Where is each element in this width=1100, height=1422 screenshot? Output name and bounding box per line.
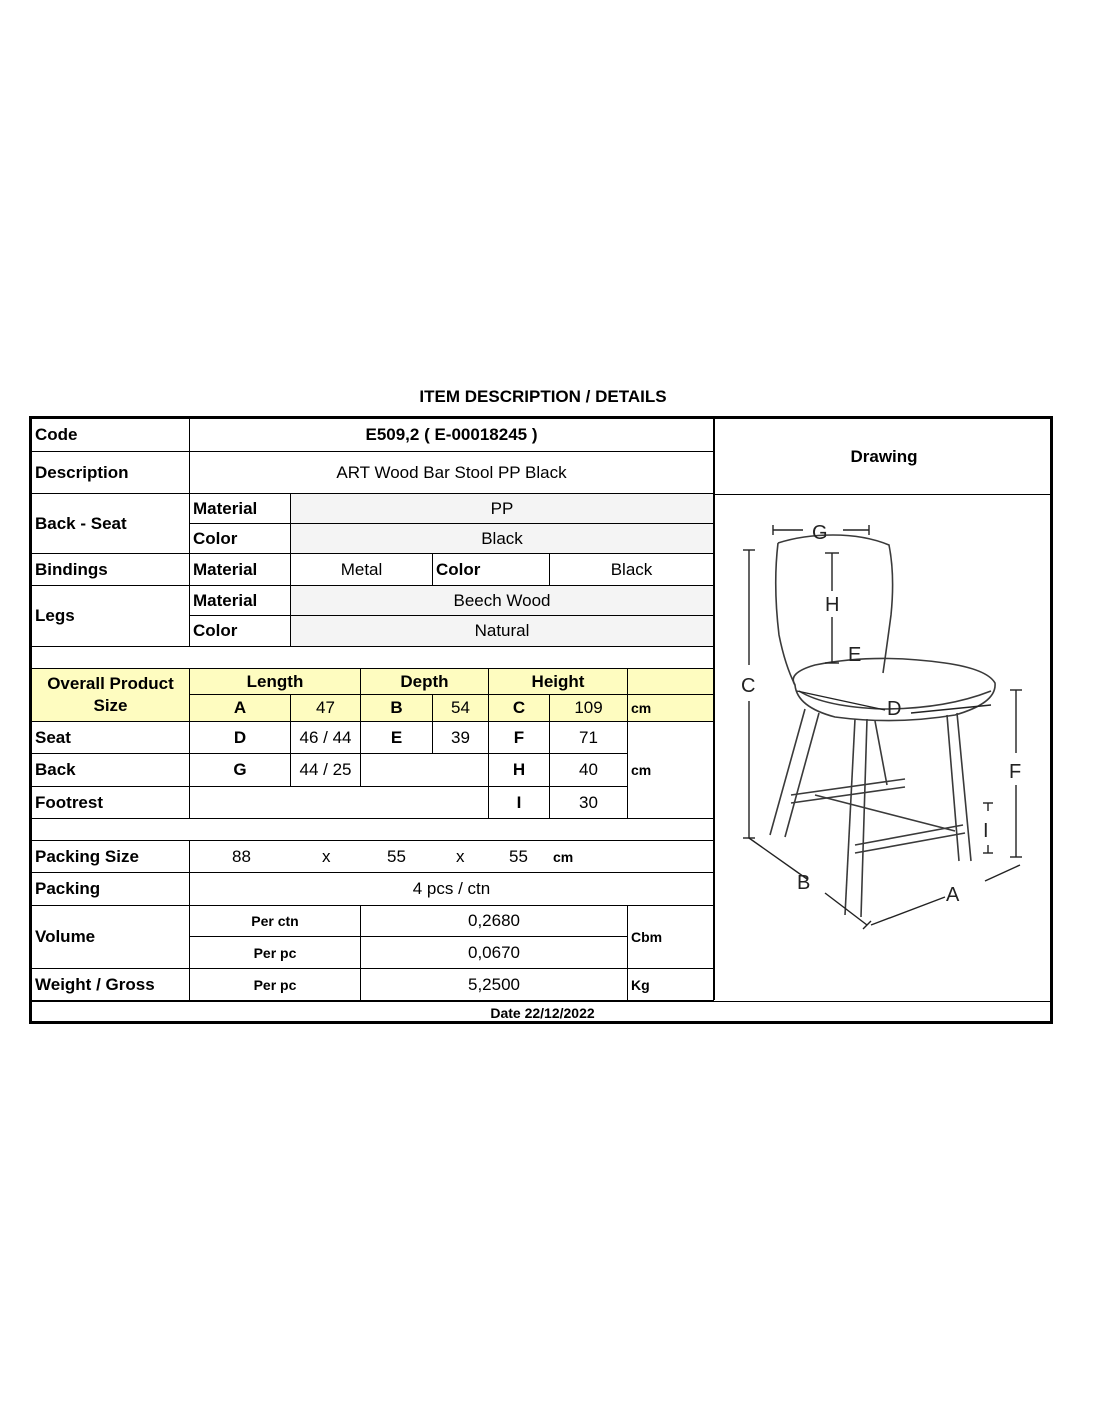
weight-label: Weight / Gross [32,969,190,1001]
seat-label: Seat [32,722,190,754]
drawing-label-d: D [887,698,902,720]
dim-e-value: 39 [433,722,489,754]
packing-height: 55 [509,846,528,866]
bindings-material-label: Material [190,554,291,586]
drawing-label-f: F [1009,761,1022,783]
footrest-label: Footrest [32,787,190,819]
dim-a-value: 47 [291,695,361,722]
dim-i-value: 30 [550,787,628,819]
drawing-label-i: I [983,820,989,842]
packing-label: Packing [32,873,190,906]
dim-f-value: 71 [550,722,628,754]
back-seat-material-value: PP [291,494,714,524]
bindings-label: Bindings [32,554,190,586]
legs-color-value: Natural [291,616,714,647]
unit-header-blank [628,669,714,695]
spacer-row-2 [32,819,714,841]
dim-i-letter: I [489,787,550,819]
description-label: Description [32,452,190,494]
back-seat-label: Back - Seat [32,494,190,554]
bindings-material-value: Metal [291,554,433,586]
date-footer: Date 22/12/2022 [32,1001,1053,1024]
code-value: E509,2 ( E-00018245 ) [190,419,714,452]
code-label: Code [32,419,190,452]
legs-material-value: Beech Wood [291,586,714,616]
dim-g-value: 44 / 25 [291,754,361,787]
spec-sheet [29,416,1053,1024]
description-value: ART Wood Bar Stool PP Black [190,452,714,494]
dim-a-letter: A [190,695,291,722]
volume-unit: Cbm [628,906,714,969]
weight-per-pc-label: Per pc [190,969,361,1001]
footrest-empty-cell [190,787,489,819]
drawing-label-b: B [797,872,811,894]
bindings-color-label: Color [433,554,550,586]
legs-label: Legs [32,586,190,647]
legs-material-label: Material [190,586,291,616]
page-title: ITEM DESCRIPTION / DETAILS [419,387,667,406]
drawing-header: Drawing [714,419,1053,495]
volume-label: Volume [32,906,190,969]
volume-per-ctn-value: 0,2680 [361,906,628,937]
chair-drawing-svg [715,495,1054,1000]
dim-f-letter: F [489,722,550,754]
back-seat-color-value: Black [291,524,714,554]
dim-d-letter: D [190,722,291,754]
back-label: Back [32,754,190,787]
back-empty-cell [361,754,489,787]
drawing-label-e: E [848,644,862,666]
dim-b-letter: B [361,695,433,722]
depth-header: Depth [361,669,489,695]
weight-unit: Kg [628,969,714,1001]
packing-x1: x [322,846,331,866]
packing-size-label: Packing Size [32,841,190,873]
volume-per-pc-label: Per pc [190,937,361,969]
overall-size-label: Overall Product Size [32,669,190,722]
packing-x2: x [456,846,465,866]
back-seat-color-label: Color [190,524,291,554]
dim-e-letter: E [361,722,433,754]
length-header: Length [190,669,361,695]
packing-size-row [190,841,714,873]
dim-d-value: 46 / 44 [291,722,361,754]
height-header: Height [489,669,628,695]
dim-h-letter: H [489,754,550,787]
packing-length: 88 [232,846,251,866]
dim-c-value: 109 [550,695,628,722]
weight-per-pc-value: 5,2500 [361,969,628,1001]
packing-unit: cm [553,848,574,865]
volume-per-pc-value: 0,0670 [361,937,628,969]
drawing-label-c: C [741,675,756,697]
spacer-row [32,647,714,669]
packing-value: 4 pcs / ctn [190,873,714,906]
drawing-label-a: A [946,884,960,906]
dim-b-value: 54 [433,695,489,722]
packing-width: 55 [387,846,406,866]
overall-unit: cm [628,695,714,722]
drawing-label-h: H [825,594,840,616]
dim-h-value: 40 [550,754,628,787]
chair-drawing [714,495,1053,1000]
seat-back-unit: cm [628,722,714,819]
back-seat-material-label: Material [190,494,291,524]
dim-c-letter: C [489,695,550,722]
bindings-color-value: Black [550,554,714,586]
dim-g-letter: G [190,754,291,787]
volume-per-ctn-label: Per ctn [190,906,361,937]
legs-color-label: Color [190,616,291,647]
drawing-label-g: G [812,522,828,544]
